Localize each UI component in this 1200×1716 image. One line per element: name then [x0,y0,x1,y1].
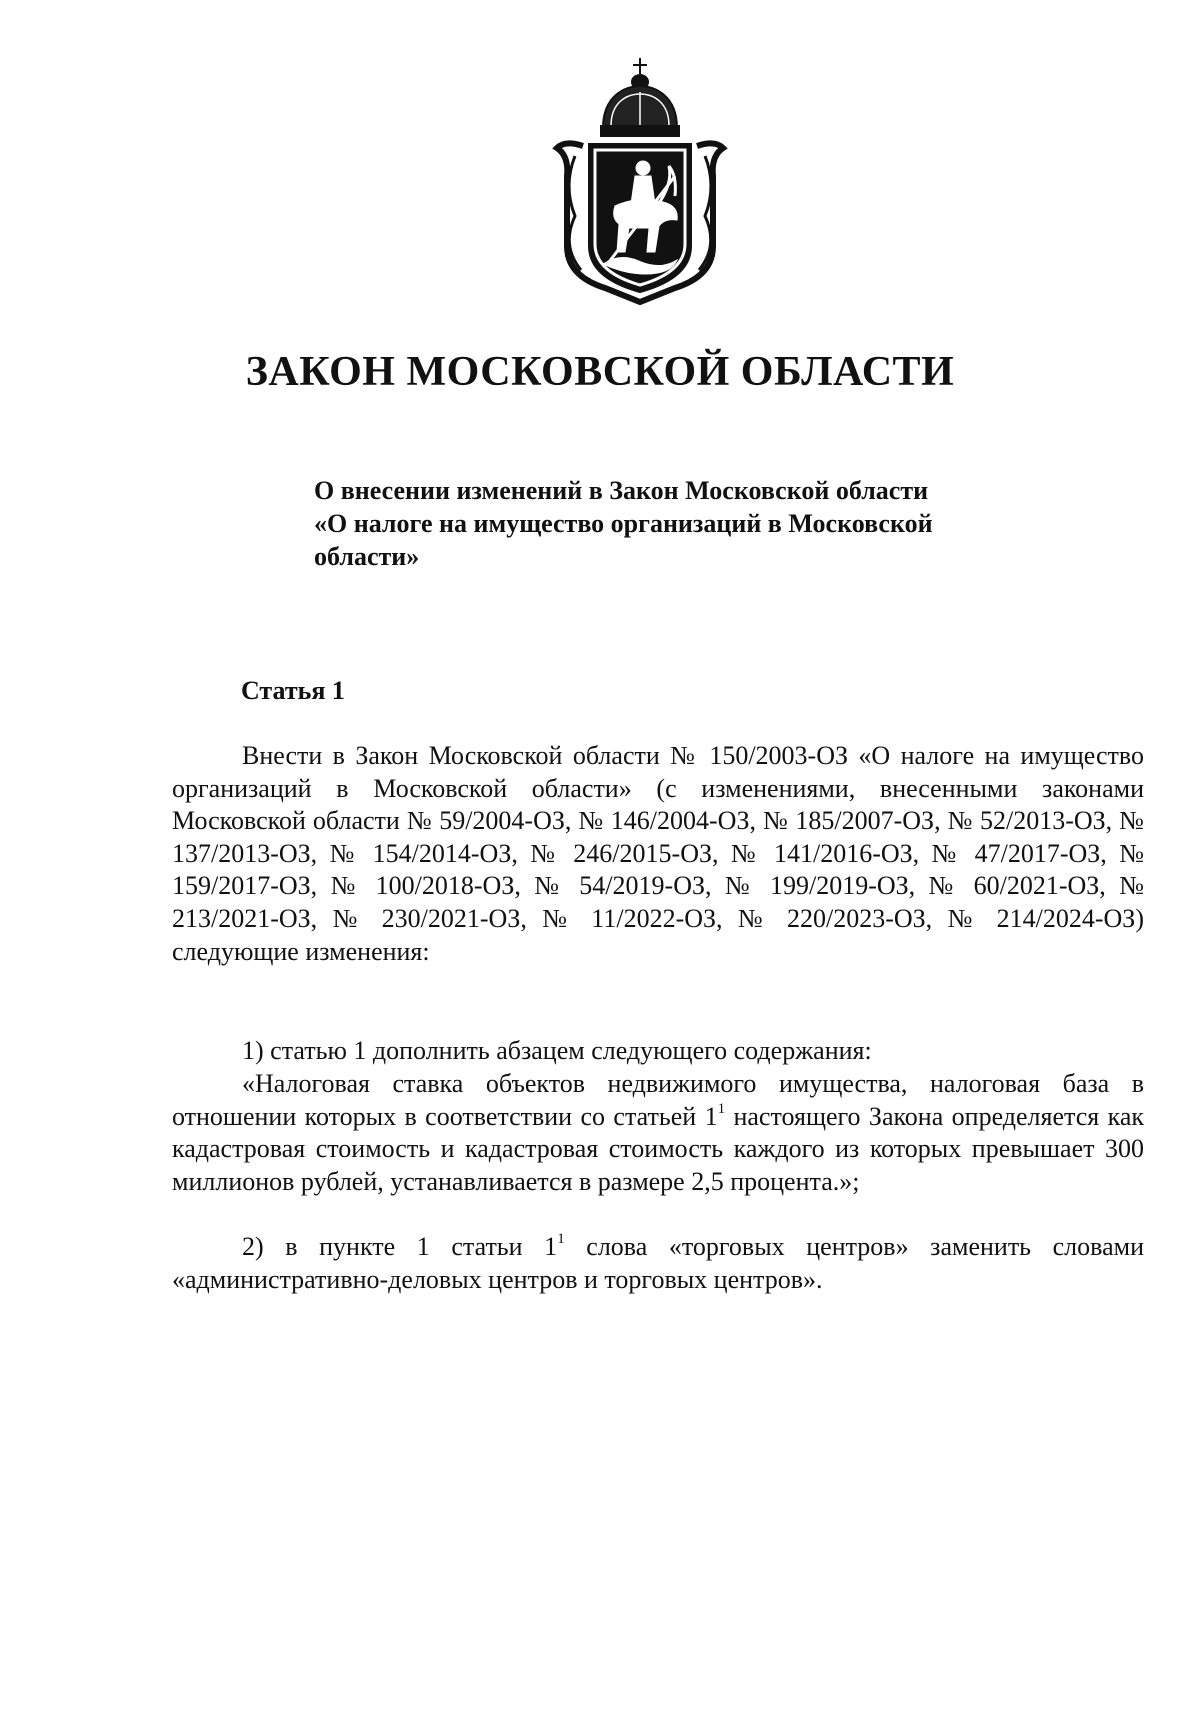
law-subtitle [314,474,1014,573]
quote-text: настоящего Закона определяется как кадастровая стоимость и кадастровая стоимость каждого из которых превышает 300 миллионов рублей, устанавливается в размере 2,5 процента.»; [172,1101,1144,1196]
quote-text: «Налоговая ставка объектов недвижимого имущества, налоговая база в отношении которых в соответствии со статьей 1 [172,1069,1144,1131]
amendment-item-2 [172,1231,1144,1296]
amendment-quote-paragraph [172,1068,1144,1198]
superscript: 1 [717,1100,726,1117]
amendment-item-1: 1) статью 1 дополнить абзацем следующего содержания: [242,1036,872,1065]
law-title: ЗАКОН МОСКОВСКОЙ ОБЛАСТИ [245,349,955,395]
shield-icon [589,144,691,292]
subtitle-line: области» [314,542,420,571]
item-text: слова «торговых центров» заменить словами «административно-деловых центров и торговых центров». [172,1232,1144,1294]
superscript: 1 [557,1231,565,1247]
article-heading: Статья 1 [241,676,345,705]
coat-of-arms-emblem [545,56,735,306]
item-text: 2) в пункте 1 статьи 1 [242,1232,558,1261]
subtitle-line: О внесении изменений в Закон Московской области [314,476,929,505]
crown-icon [601,58,679,136]
subtitle-line: «О налоге на имущество организаций в Московской [314,509,933,538]
article-intro-paragraph: Внести в Закон Московской области № 150/2003-ОЗ «О налоге на имущество организаций в Московской области» (с изменениями, внесенными законами Московской области № 59/2004-ОЗ, № 146/2004-ОЗ, № 185/2007-ОЗ, № 52/2013-ОЗ, № 137/2013-ОЗ, № 154/2014-ОЗ, № 246/2015-ОЗ, № 141/2016-ОЗ, № 47/2017-ОЗ, № 159/2017-ОЗ, № 100/2018-ОЗ, № 54/2019-ОЗ, № 199/2019-ОЗ, № 60/2021-ОЗ, № 213/2021-ОЗ, № 230/2021-ОЗ, № 11/2022-ОЗ, № 220/2023-ОЗ, № 214/2024-ОЗ) следующие изменения: [172,741,1144,966]
